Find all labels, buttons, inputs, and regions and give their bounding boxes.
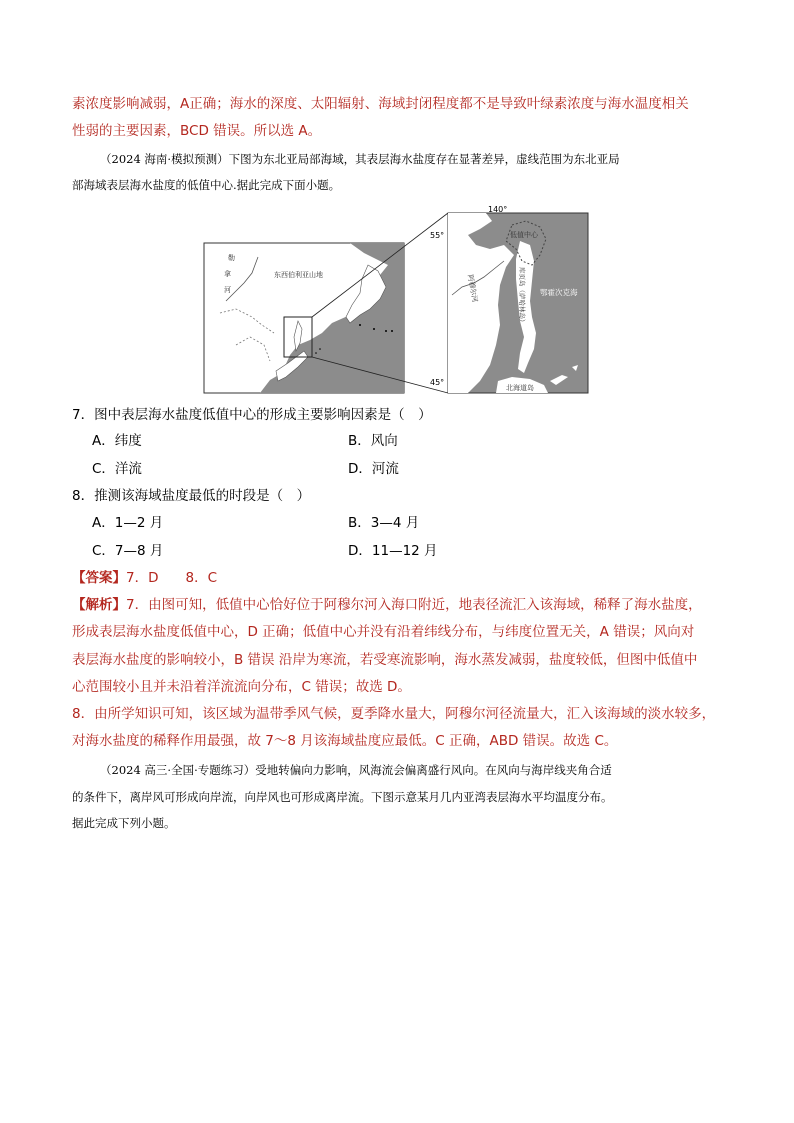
lat-55-label: 55° <box>430 231 445 240</box>
q7-option-d[interactable]: D．河流 <box>348 461 399 477</box>
label-na: 拿 <box>224 270 231 278</box>
label-low-center: 低值中心 <box>510 231 538 239</box>
lat-45-label: 45° <box>430 378 445 387</box>
q7-option-c[interactable]: C．洋流 <box>92 461 142 477</box>
analysis-line-2: 形成表层海水盐度低值中心，D 正确；低值中心并没有沿着纬线分布，与纬度位置无关，A 错误；风向对 <box>72 624 695 640</box>
label-okhotsk: 鄂霍次克海 <box>540 288 578 297</box>
q8-option-c[interactable]: C．7—8 月 <box>92 543 164 559</box>
q7-stem: 7．图中表层海水盐度低值中心的形成主要影响因素是（ ） <box>72 407 432 423</box>
intro-line-1: 素浓度影响减弱，A正确；海水的深度、太阳辐射、海域封闭程度都不是导致叶绿素浓度与海水温度相关 <box>72 96 689 112</box>
analysis-line-5: 8．由所学知识可知，该区域为温带季风气候，夏季降水量大，阿穆尔河径流量大，汇入该海域的淡水较多， <box>72 706 716 722</box>
q7-option-a[interactable]: A．纬度 <box>92 433 142 449</box>
stem1-line-2: 部海域表层海水盐度的低值中心.据此完成下面小题。 <box>72 178 341 192</box>
lon-140-label: 140° <box>488 205 508 214</box>
stem2-line-3: 据此完成下列小题。 <box>72 816 176 830</box>
q8-option-b[interactable]: B．3—4 月 <box>348 515 420 531</box>
q8-stem: 8．推测该海域盐度最低的时段是（ ） <box>72 488 311 504</box>
q8-option-a[interactable]: A．1—2 月 <box>92 515 164 531</box>
label-hokkaido: 北海道岛 <box>506 384 534 392</box>
label-he: 河 <box>224 286 231 294</box>
label-dongxiboliya: 东西伯利亚山地 <box>274 271 323 279</box>
intro-line-2: 性弱的主要因素，BCD 错误。所以选 A。 <box>72 123 322 139</box>
stem1-line-1: （2024 海南·模拟预测）下图为东北亚局部海域，其表层海水盐度存在显著差异，虚线范围为东北亚局 <box>100 152 620 166</box>
answer-line <box>72 568 217 588</box>
stem2-line-1: （2024 高三·全国·专题练习）受地转偏向力影响，风海流会偏离盛行风向。在风向与海岸线夹角合适 <box>100 763 612 777</box>
analysis-line-6: 对海水盐度的稀释作用最强，故 7～8 月该海域盐度应最低。C 正确，ABD 错误。故选 C。 <box>72 733 618 749</box>
stem2-line-2: 的条件下，离岸风可形成向岸流，向岸风也可形成离岸流。下图示意某月几内亚湾表层海水平均温度分布。 <box>72 790 613 804</box>
label-sakhalin: 库页岛（萨哈林岛） <box>518 267 526 326</box>
analysis-text-1: 7．由图可知，低值中心恰好位于阿穆尔河入海口附近，地表径流汇入该海域，稀释了海水盐度， <box>126 597 702 613</box>
q8-option-d[interactable]: D．11—12 月 <box>348 543 438 559</box>
q7-option-b[interactable]: B．风向 <box>348 433 398 449</box>
analysis-line-1 <box>72 595 702 615</box>
answer-text: 7．D 8．C <box>126 570 217 586</box>
northeast-asia-map <box>200 205 592 397</box>
analysis-label: 【解析】 <box>72 597 126 613</box>
analysis-line-3: 表层海水盐度的影响较小，B 错误 沿岸为寒流，若受寒流影响，海水蒸发减弱，盐度较低，但图中低值中 <box>72 652 698 668</box>
analysis-line-4: 心范围较小且并未沿着洋流流向分布，C 错误；故选 D。 <box>72 679 411 695</box>
answer-label: 【答案】 <box>72 570 126 586</box>
label-le: 勒 <box>228 254 235 262</box>
label-amur: 阿穆尔河 <box>466 273 479 303</box>
